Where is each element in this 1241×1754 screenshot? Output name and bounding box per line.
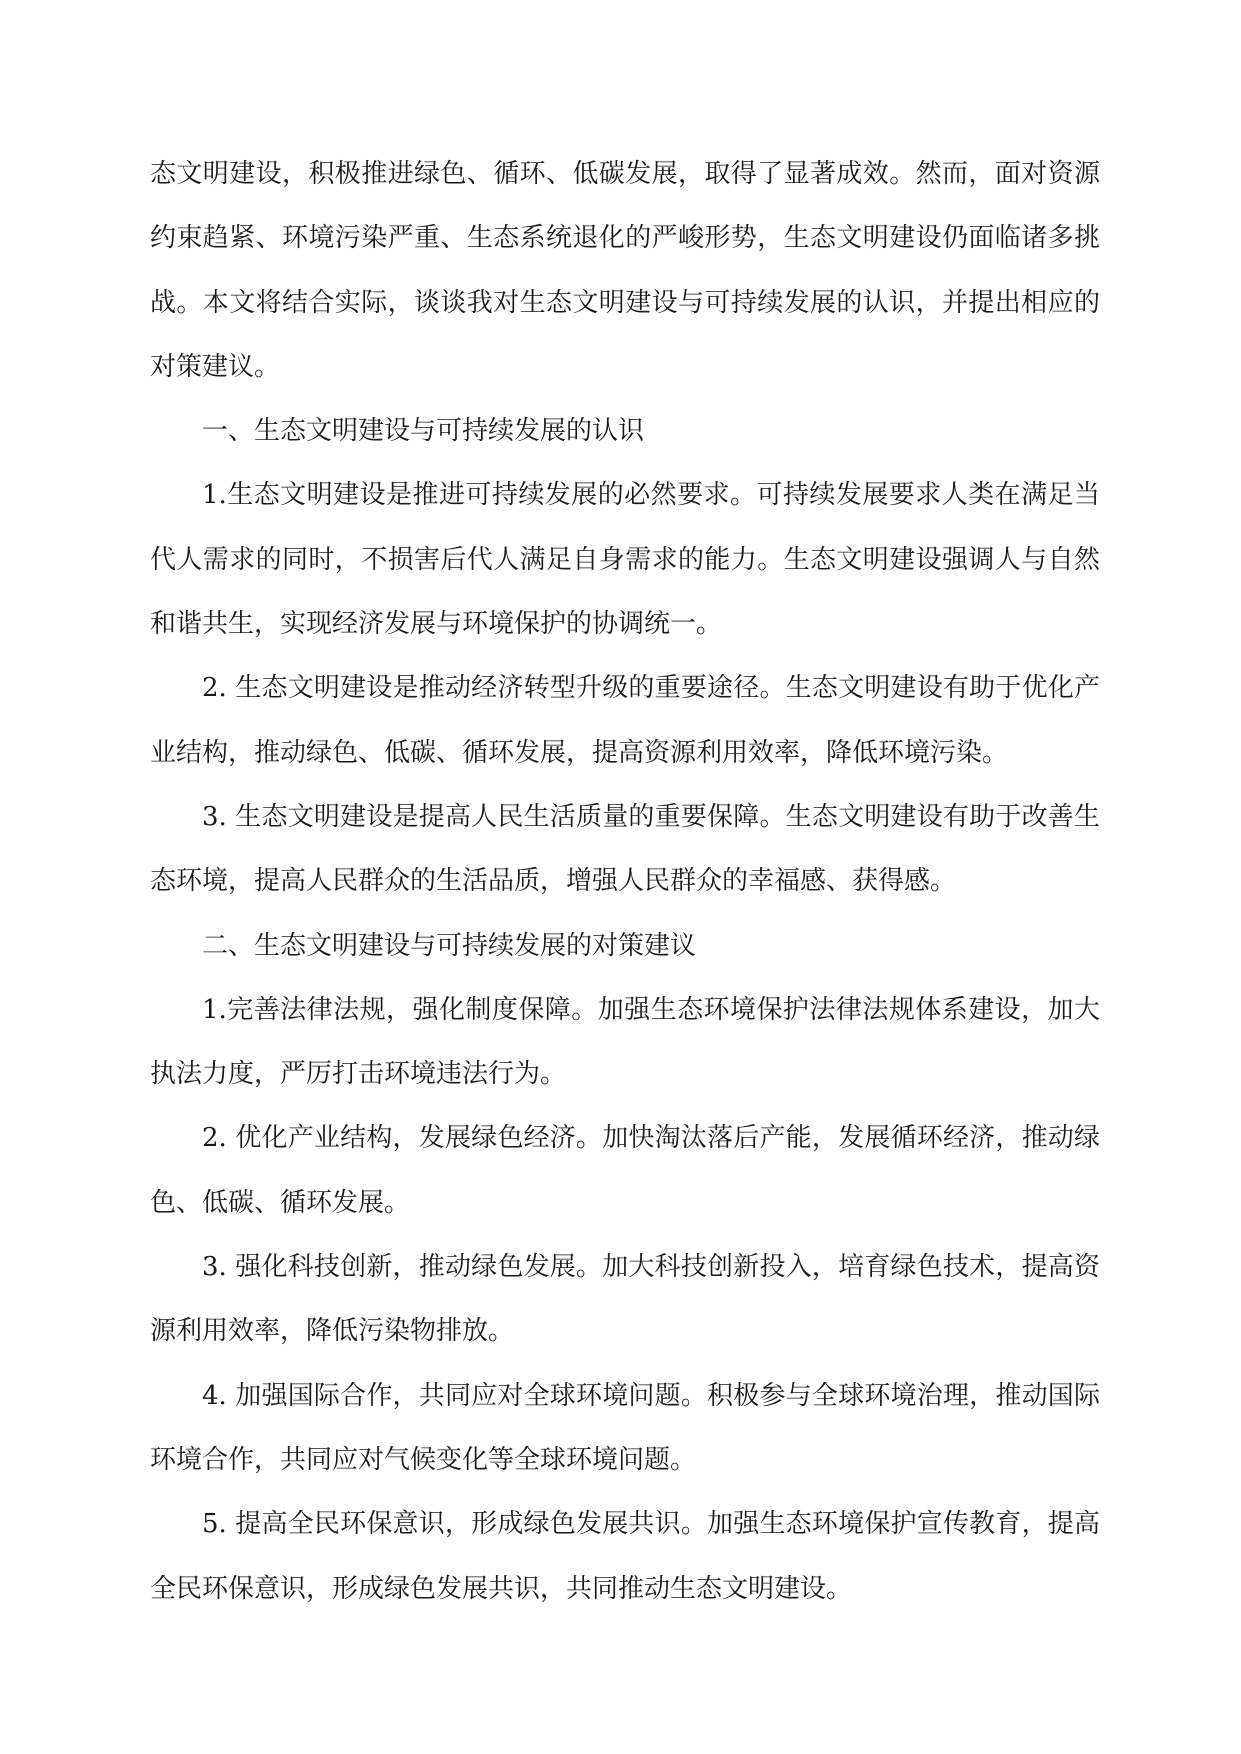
section-2-heading: 二、生态文明建设与可持续发展的对策建议 [202, 930, 697, 961]
document-body [150, 142, 1100, 1621]
section-2-item-3: 3. 强化科技创新，推动绿色发展。加大科技创新投入，培育绿色技术，提高资源利用效率，降低污染物排放。 [150, 1252, 1100, 1347]
section-2-item-4: 4. 加强国际合作，共同应对全球环境问题。积极参与全球环境治理，推动国际环境合作，共同应对气候变化等全球环境问题。 [150, 1380, 1100, 1475]
section-1-item-2: 2. 生态文明建设是推动经济转型升级的重要途径。生态文明建设有助于优化产业结构，推动绿色、低碳、循环发展，提高资源利用效率，降低环境污染。 [150, 673, 1100, 768]
section-2-item-2: 2. 优化产业结构，发展绿色经济。加快淘汰落后产能，发展循环经济，推动绿色、低碳、循环发展。 [150, 1123, 1100, 1218]
section-1-heading: 一、生态文明建设与可持续发展的认识 [202, 416, 645, 447]
section-2-item-5: 5. 提高全民环保意识，形成绿色发展共识。加强生态环境保护宣传教育，提高全民环保意识，形成绿色发展共识，共同推动生态文明建设。 [150, 1509, 1100, 1604]
intro-paragraph: 态文明建设，积极推进绿色、循环、低碳发展，取得了显著成效。然而，面对资源约束趋紧、环境污染严重、生态系统退化的严峻形势，生态文明建设仍面临诸多挑战。本文将结合实际，谈谈我对生态文明建设与可持续发展的认识，并提出相应的对策建议。 [150, 159, 1100, 382]
section-1-item-1: 1.生态文明建设是推进可持续发展的必然要求。可持续发展要求人类在满足当代人需求的同时，不损害后代人满足自身需求的能力。生态文明建设强调人与自然和谐共生，实现经济发展与环境保护的协调统一。 [150, 480, 1100, 640]
section-2-item-1: 1.完善法律法规，强化制度保障。加强生态环境保护法律法规体系建设，加大执法力度，严厉打击环境违法行为。 [150, 994, 1100, 1090]
section-1-item-3: 3. 生态文明建设是提高人民生活质量的重要保障。生态文明建设有助于改善生态环境，提高人民群众的生活品质，增强人民群众的幸福感、获得感。 [150, 801, 1100, 897]
